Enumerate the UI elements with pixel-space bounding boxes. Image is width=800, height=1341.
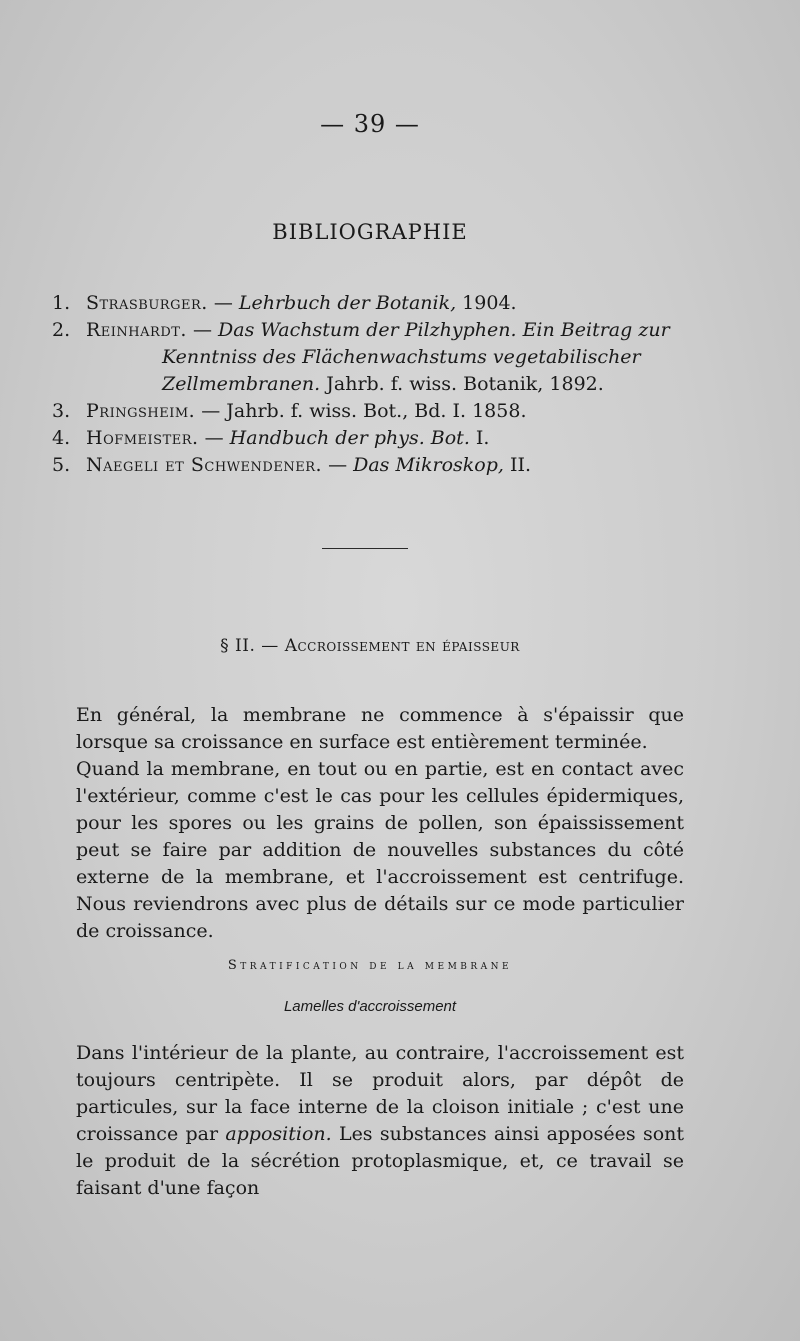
bibliography-heading: BIBLIOGRAPHIE — [272, 220, 468, 244]
bibliography-entry: 1. Strasburger. — Lehrbuch der Botanik, 1904. — [52, 292, 517, 314]
subsubsection-title: Lamelles d'accroissement — [283, 998, 457, 1015]
page-number: — 39 — — [320, 110, 420, 138]
paragraph: Dans l'intérieur de la plante, au contraire, l'accroissement est toujours centripète. Il se produit alors, par dépôt de particules, sur la face interne de la cloison initiale ; c'est une croissance par apposition. Les substances ainsi apposées sont le produit de la sécrétion protoplasmique, et, ce travail se faisant d'une façon — [76, 1042, 684, 1199]
bibliography-entry: 3. Pringsheim. — Jahrb. f. wiss. Bot., Bd. I. 1858. — [52, 400, 527, 422]
paragraph: En général, la membrane ne commence à s'épaissir que lorsque sa croissance en surface est entièrement terminée. — [76, 704, 684, 753]
subsection-title: Stratification de la membrane — [227, 958, 513, 973]
paragraph: Quand la membrane, en tout ou en partie, est en contact avec l'extérieur, comme c'est le cas pour les cellules épidermiques, pour les spores ou les grains de pollen, son épaississement peut se faire par addition de nouvelles substances du côté externe de la membrane, et l'accroissement est centrifuge. Nous reviendrons avec plus de détails sur ce mode particulier de croissance. — [76, 758, 684, 942]
section-title: § II. — Accroissement en épaisseur — [220, 636, 520, 656]
bibliography-entry: 2. Reinhardt. — Das Wachstum der Pilzhyphen. Ein Beitrag zur Kenntniss des Flächenwachstums vegetabilischer Zellmembranen. Jahrb. f. wiss. Botanik, 1892. — [52, 319, 670, 395]
section-divider — [322, 548, 408, 549]
bibliography-list — [52, 290, 732, 479]
bibliography-entry: 5. Naegeli et Schwendener. — Das Mikroskop, II. — [52, 454, 532, 476]
bibliography-entry: 4. Hofmeister. — Handbuch der phys. Bot. I. — [52, 427, 490, 449]
